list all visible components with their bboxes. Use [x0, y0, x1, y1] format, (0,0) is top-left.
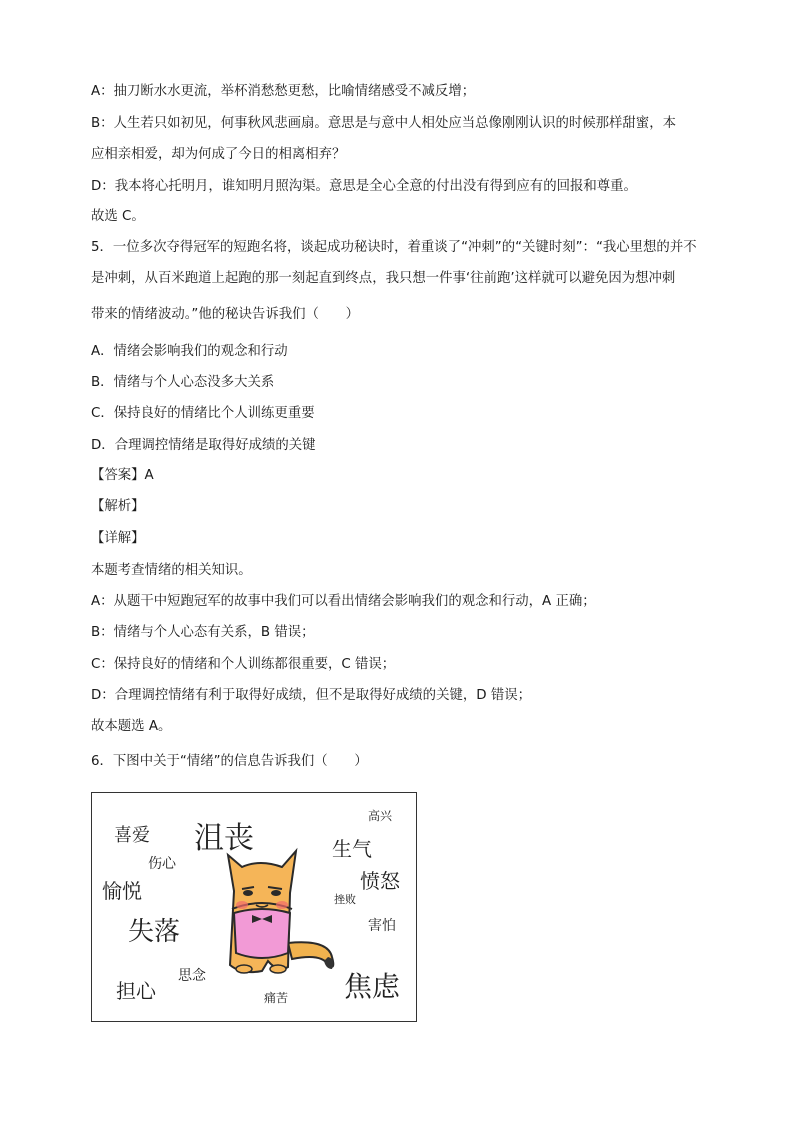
explain-line-2: A：从题干中短跑冠军的故事中我们可以看出情绪会影响我们的观念和行动，A 正确；: [91, 594, 596, 609]
word-haipa: 害怕: [368, 918, 396, 934]
answer-label: 【答案】A: [91, 468, 154, 483]
word-danxin: 担心: [116, 979, 156, 1003]
text-line-5: 故选 C。: [91, 209, 145, 224]
explain-line-4: C：保持良好的情绪和个人训练都很重要，C 错误；: [91, 657, 396, 672]
option-b: B．情绪与个人心态没多大关系: [91, 375, 275, 390]
option-d: D．合理调控情绪是取得好成绩的关键: [91, 438, 316, 453]
word-shiluo: 失落: [128, 917, 181, 947]
word-jiaolü: 焦虑: [344, 970, 401, 1003]
explain-line-5: D：合理调控情绪有利于取得好成绩，但不是取得好成绩的关键，D 错误；: [91, 688, 531, 703]
word-shengqi: 生气: [332, 837, 372, 861]
word-fennu: 愤怒: [360, 869, 400, 893]
detail-label: 【详解】: [91, 531, 145, 546]
explain-line-3: B：情绪与个人心态有关系，B 错误；: [91, 625, 315, 640]
explain-line-1: 本题考查情绪的相关知识。: [91, 563, 252, 578]
question-5-line-1: 5．一位多次夺得冠军的短跑名将，谈起成功秘诀时，着重谈了“冲刺”的“关键时刻”：“我心里想的并不: [91, 240, 697, 255]
word-tongku: 痛苦: [264, 991, 289, 1005]
word-cuobai: 挫败: [334, 893, 356, 906]
explain-line-6: 故本题选 A。: [91, 719, 172, 734]
option-a: A．情绪会影响我们的观念和行动: [91, 344, 288, 359]
word-shangxin: 伤心: [148, 856, 176, 872]
word-xiai: 喜爱: [114, 825, 150, 846]
option-c: C．保持良好的情绪比个人训练更重要: [91, 406, 315, 421]
text-line-1: A：抽刀断水水更流，举杯消愁愁更愁，比喻情绪感受不减反增；: [91, 84, 476, 99]
word-sinian: 思念: [178, 968, 206, 984]
question-5-line-2: 是冲刺，从百米跑道上起跑的那一刻起直到终点，我只想一件事‘往前跑’这样就可以避免因为想冲刺: [91, 271, 676, 286]
word-yuyue: 愉悦: [102, 879, 142, 903]
word-jusang: 沮丧: [194, 821, 254, 856]
text-line-2: B：人生若只如初见，何事秋风悲画扇。意思是与意中人相处应当总像刚刚认识的时候那样甜蜜，本: [91, 116, 676, 131]
analysis-label: 【解析】: [91, 499, 145, 514]
text-line-3: 应相亲相爱，却为何成了今日的相离相弃？: [91, 147, 346, 162]
emotion-figure: [91, 792, 417, 1022]
word-gaoxing: 高兴: [368, 809, 393, 823]
text-line-4: D：我本将心托明月，谁知明月照沟渠。意思是全心全意的付出没有得到应有的回报和尊重。: [91, 179, 637, 194]
question-6-line: 6．下图中关于“情绪”的信息告诉我们（ ）: [91, 754, 368, 769]
question-5-line-3: 带来的情绪波动。”他的秘诀告诉我们（ ）: [91, 307, 360, 322]
